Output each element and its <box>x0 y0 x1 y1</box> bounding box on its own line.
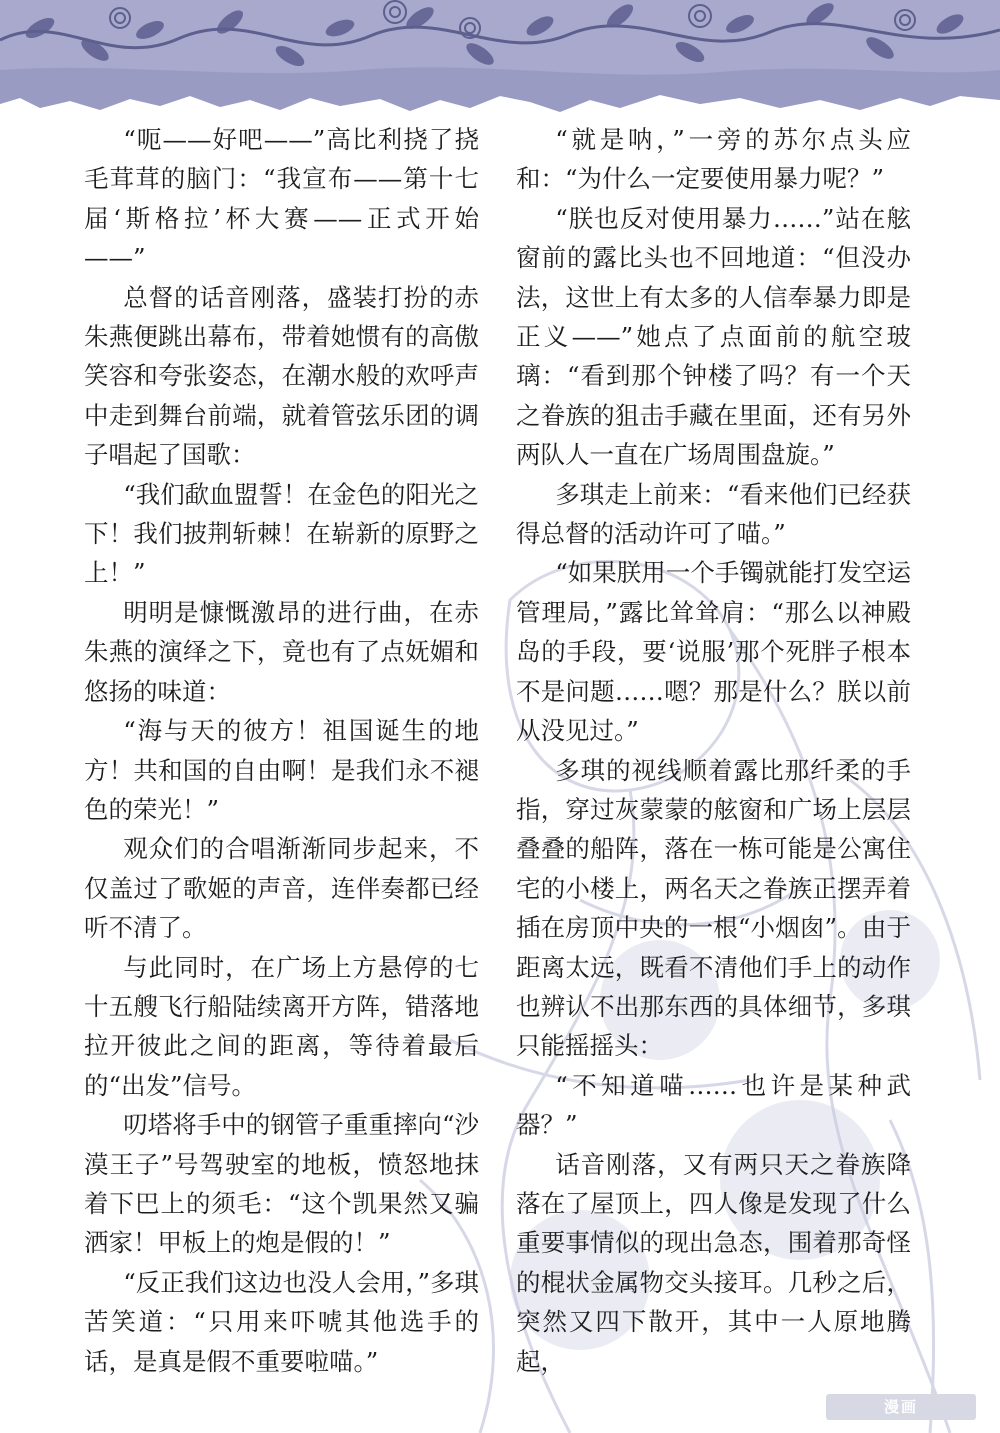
paragraph: “就是呐，”一旁的苏尔点头应和：“为什么一定要使用暴力呢？” <box>516 125 911 194</box>
right-text-column <box>516 120 911 1381</box>
paragraph: “不知道喵……也许是某种武器？” <box>516 1070 911 1140</box>
paragraph: “反正我们这边也没人会用，”多琪苦笑道：“只用来吓唬其他选手的话，是真是假不重要啦喵。” <box>84 1267 479 1376</box>
paragraph: “我们歃血盟誓！在金色的阳光之下！我们披荆斩棘！在崭新的原野之上！” <box>84 479 479 588</box>
paragraph: 与此同时，在广场上方悬停的七十五艘飞行船陆续离开方阵，错落地拉开彼此之间的距离，等待着最后的“出发”信号。 <box>84 952 479 1100</box>
paragraph: 观众们的合唱渐渐同步起来，不仅盖过了歌姬的声音，连伴奏都已经听不清了。 <box>84 834 479 943</box>
paragraph: “呃——好吧——”高比利挠了挠毛茸茸的脑门：“我宣布——第十七届‘斯格拉’杯大赛——正式开始——” <box>84 125 479 273</box>
paragraph: 总督的话音刚落，盛装打扮的赤朱燕便跳出幕布，带着她惯有的高傲笑容和夸张姿态，在潮水般的欢呼声中走到舞台前端，就着管弦乐团的调子唱起了国歌： <box>84 282 479 470</box>
site-watermark: 漫画 <box>826 1394 976 1420</box>
rose-vine-banner <box>0 0 1000 130</box>
paragraph: “朕也反对使用暴力……”站在舷窗前的露比头也不回地道：“但没办法，这世上有太多的人信奉暴力即是正义——”她点了点面前的航空玻璃：“看到那个钟楼了吗？有一个天之眷族的狙击手藏在里面，还有另外两队人一直在广场周围盘旋。” <box>516 203 911 470</box>
banner-shadow-band <box>0 67 1000 112</box>
paragraph: “海与天的彼方！祖国诞生的地方！共和国的自由啊！是我们永不褪色的荣光！” <box>84 716 479 824</box>
paragraph: 明明是慷慨激昂的进行曲，在赤朱燕的演绎之下，竟也有了点妩媚和悠扬的味道： <box>84 597 479 706</box>
paragraph: 多琪的视线顺着露比那纤柔的手指，穿过灰蒙蒙的舷窗和广场上层层叠叠的船阵，落在一栋可能是公寓住宅的小楼上，两名天之眷族正摆弄着插在房顶中央的一根“小烟囱”。由于距离太远，既看不清他们手上的动作也辨认不出那东西的具体细节，多琪只能摇摇头： <box>516 755 911 1061</box>
left-text-column <box>84 120 479 1381</box>
paragraph: 叨塔将手中的钢管子重重摔向“沙漠王子”号驾驶室的地板，愤怒地抹着下巴上的须毛：“这个凯果然又骗洒家！甲板上的炮是假的！” <box>84 1110 479 1258</box>
paragraph: 多琪走上前来：“看来他们已经获得总督的活动许可了喵。” <box>516 479 911 549</box>
paragraph: 话音刚落，又有两只天之眷族降落在了屋顶上，四人像是发现了什么重要事情似的现出急态，围着那奇怪的棍状金属物交头接耳。几秒之后，突然又四下散开，其中一人原地腾起， <box>516 1149 911 1376</box>
paragraph: “如果朕用一个手镯就能打发空运管理局，”露比耸耸肩：“那么以神殿岛的手段，要‘说服’那个死胖子根本不是问题……嗯？那是什么？朕以前从没见过。” <box>516 558 911 746</box>
